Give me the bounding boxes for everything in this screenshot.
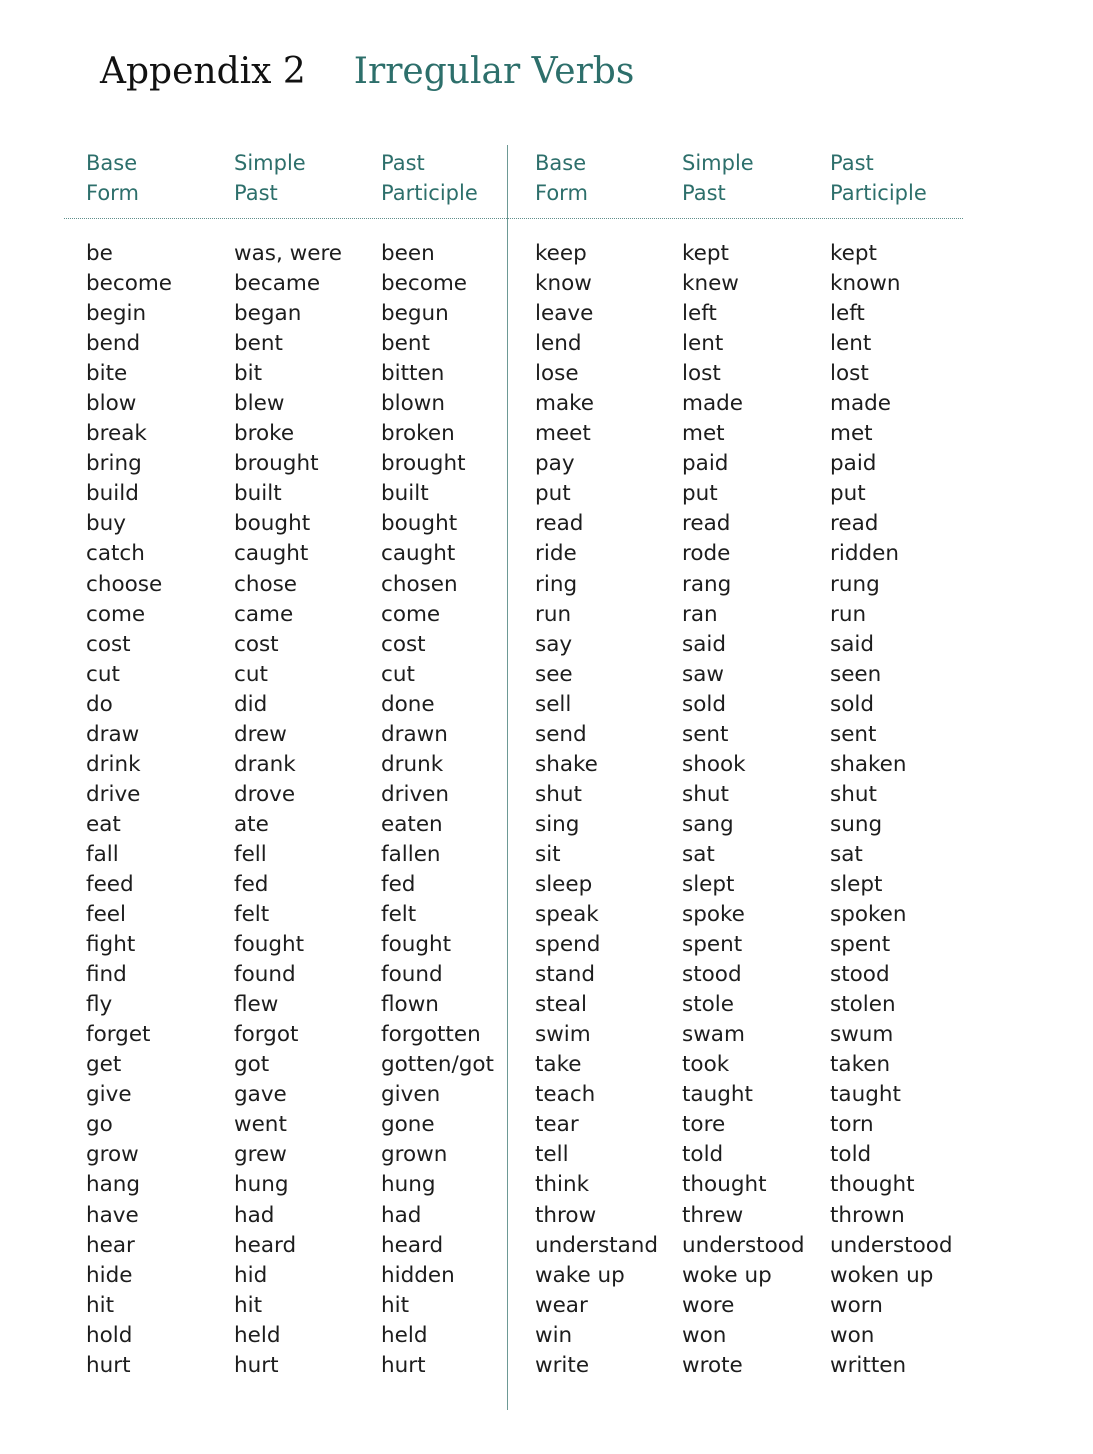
verb-form: came bbox=[234, 601, 294, 627]
verb-form: heard bbox=[234, 1232, 297, 1258]
verb-form: lost bbox=[682, 361, 721, 387]
verb-form: rung bbox=[830, 571, 880, 597]
table-center-divider bbox=[507, 145, 508, 1410]
verb-form: tell bbox=[535, 1142, 569, 1168]
verb-form: held bbox=[381, 1322, 428, 1348]
verb-form: got bbox=[234, 1052, 270, 1078]
verb-form: found bbox=[381, 962, 443, 988]
verb-form: rode bbox=[682, 541, 731, 567]
verb-form: drink bbox=[86, 751, 141, 777]
verb-form: get bbox=[86, 1052, 122, 1078]
verb-form: hurt bbox=[86, 1352, 131, 1378]
verb-form: eaten bbox=[381, 811, 443, 837]
verb-form: threw bbox=[682, 1202, 744, 1228]
verb-form: gave bbox=[234, 1082, 287, 1108]
verb-form: send bbox=[535, 721, 587, 747]
verb-form: driven bbox=[381, 781, 450, 807]
verb-form: understood bbox=[830, 1232, 953, 1258]
verb-form: run bbox=[535, 601, 572, 627]
verb-form: hang bbox=[86, 1172, 141, 1198]
verb-form: hit bbox=[234, 1292, 263, 1318]
verb-form: shaken bbox=[830, 751, 907, 777]
verb-form: hung bbox=[381, 1172, 436, 1198]
verb-form: broken bbox=[381, 421, 455, 447]
verb-form: lose bbox=[535, 361, 579, 387]
header-past-participle-right bbox=[830, 148, 970, 208]
verb-form: kept bbox=[830, 241, 877, 266]
verb-form: written bbox=[830, 1352, 907, 1378]
verb-form: drawn bbox=[381, 721, 448, 747]
appendix-topic: Irregular Verbs bbox=[353, 51, 635, 92]
verb-form: break bbox=[86, 421, 147, 447]
verb-form: keep bbox=[535, 241, 587, 266]
verb-form: drank bbox=[234, 751, 296, 777]
verb-form: paid bbox=[830, 451, 877, 477]
verb-form: took bbox=[682, 1052, 730, 1078]
verb-form: become bbox=[86, 271, 173, 297]
verb-form: stood bbox=[830, 962, 890, 988]
verb-form: tear bbox=[535, 1112, 579, 1138]
verb-form: made bbox=[830, 391, 891, 417]
right-simple-past-column bbox=[682, 239, 805, 1381]
verb-form: chose bbox=[234, 571, 298, 597]
verb-form: ride bbox=[535, 541, 577, 567]
verb-form: draw bbox=[86, 721, 140, 747]
verb-form: fell bbox=[234, 841, 267, 867]
verb-form: begin bbox=[86, 301, 147, 327]
verb-form: began bbox=[234, 301, 302, 327]
verb-form: said bbox=[682, 631, 726, 657]
verb-form: do bbox=[86, 691, 113, 717]
header-past-participle-left bbox=[381, 148, 521, 208]
verb-form: torn bbox=[830, 1112, 874, 1138]
verb-form: shut bbox=[682, 781, 729, 807]
verb-form: went bbox=[234, 1112, 287, 1138]
verb-form: left bbox=[682, 301, 717, 327]
verb-form: tore bbox=[682, 1112, 726, 1138]
verb-form: blow bbox=[86, 391, 137, 417]
verb-form: fed bbox=[381, 871, 416, 897]
verb-form: woken up bbox=[830, 1262, 934, 1288]
verb-form: be bbox=[86, 241, 113, 266]
header-line: Base bbox=[535, 151, 587, 175]
verb-form: read bbox=[535, 511, 584, 537]
verb-form: made bbox=[682, 391, 743, 417]
page-title bbox=[100, 46, 634, 98]
verb-form: bought bbox=[234, 511, 311, 537]
verb-form: begun bbox=[381, 301, 449, 327]
verb-form: spent bbox=[830, 932, 891, 958]
verb-form: worn bbox=[830, 1292, 883, 1318]
verb-form: kept bbox=[682, 241, 729, 266]
verb-form: gone bbox=[381, 1112, 435, 1138]
right-past-participle-column bbox=[830, 239, 953, 1381]
verb-form: cost bbox=[381, 631, 426, 657]
verb-form: stood bbox=[682, 962, 742, 988]
header-simple-past-left bbox=[234, 148, 374, 208]
verb-form: become bbox=[381, 271, 468, 297]
verb-form: catch bbox=[86, 541, 145, 567]
header-line: Simple bbox=[234, 151, 306, 175]
verb-form: lost bbox=[830, 361, 869, 387]
verb-form: bent bbox=[381, 331, 430, 357]
verb-form: see bbox=[535, 661, 573, 687]
verb-form: fed bbox=[234, 871, 269, 897]
verb-form: given bbox=[381, 1082, 441, 1108]
verb-form: hurt bbox=[381, 1352, 426, 1378]
verb-form: have bbox=[86, 1202, 139, 1228]
verb-form: put bbox=[535, 481, 571, 507]
verb-form: taught bbox=[830, 1082, 901, 1108]
verb-form: hear bbox=[86, 1232, 135, 1258]
verb-form: won bbox=[830, 1322, 875, 1348]
verb-form: sat bbox=[682, 841, 715, 867]
verb-form: fallen bbox=[381, 841, 441, 867]
verb-form: cut bbox=[86, 661, 120, 687]
verb-form: spoke bbox=[682, 902, 745, 928]
verb-form: held bbox=[234, 1322, 281, 1348]
verb-form: steal bbox=[535, 992, 588, 1018]
verb-form: brought bbox=[234, 451, 319, 477]
verb-form: hit bbox=[381, 1292, 410, 1318]
verb-form: sing bbox=[535, 811, 580, 837]
verb-form: swum bbox=[830, 1022, 894, 1048]
verb-form: thrown bbox=[830, 1202, 905, 1228]
verb-form: think bbox=[535, 1172, 590, 1198]
verb-form: flown bbox=[381, 992, 439, 1018]
verb-form: hide bbox=[86, 1262, 133, 1288]
verb-form: thought bbox=[682, 1172, 767, 1198]
verb-form: sent bbox=[830, 721, 877, 747]
verb-form: ran bbox=[682, 601, 718, 627]
verb-form: sit bbox=[535, 841, 561, 867]
verb-form: wore bbox=[682, 1292, 735, 1318]
verb-form: speak bbox=[535, 902, 599, 928]
header-base-form-right bbox=[535, 148, 675, 208]
verb-form: slept bbox=[830, 871, 883, 897]
verb-form: give bbox=[86, 1082, 132, 1108]
verb-form: choose bbox=[86, 571, 163, 597]
verb-form: built bbox=[234, 481, 282, 507]
verb-form: rang bbox=[682, 571, 732, 597]
verb-form: ring bbox=[535, 571, 578, 597]
verb-form: met bbox=[682, 421, 725, 447]
verb-form: put bbox=[682, 481, 718, 507]
verb-form: sold bbox=[830, 691, 874, 717]
verb-form: shake bbox=[535, 751, 598, 777]
verb-form: spend bbox=[535, 932, 601, 958]
verb-form: drive bbox=[86, 781, 141, 807]
verb-form: throw bbox=[535, 1202, 597, 1228]
verb-form: cost bbox=[86, 631, 131, 657]
verb-form: thought bbox=[830, 1172, 915, 1198]
verb-form: feed bbox=[86, 871, 134, 897]
verb-form: known bbox=[830, 271, 901, 297]
verb-form: shook bbox=[682, 751, 746, 777]
verb-form: told bbox=[830, 1142, 872, 1168]
verb-form: take bbox=[535, 1052, 582, 1078]
verb-form: was, were bbox=[234, 241, 343, 266]
verb-form: shut bbox=[830, 781, 877, 807]
header-line: Base bbox=[86, 151, 138, 175]
verb-form: bent bbox=[234, 331, 283, 357]
verb-form: ridden bbox=[830, 541, 899, 567]
verb-form: caught bbox=[381, 541, 456, 567]
verb-form: win bbox=[535, 1322, 573, 1348]
verb-form: stand bbox=[535, 962, 596, 988]
verb-form: sent bbox=[682, 721, 729, 747]
verb-form: fly bbox=[86, 992, 113, 1018]
verb-form: found bbox=[234, 962, 296, 988]
verb-form: cut bbox=[381, 661, 415, 687]
verb-form: blew bbox=[234, 391, 285, 417]
verb-form: hidden bbox=[381, 1262, 455, 1288]
verb-form: swim bbox=[535, 1022, 591, 1048]
verb-form: heard bbox=[381, 1232, 444, 1258]
verb-form: eat bbox=[86, 811, 121, 837]
appendix-label: Appendix 2 bbox=[100, 51, 306, 92]
verb-form: wrote bbox=[682, 1352, 743, 1378]
verb-form: fought bbox=[381, 932, 452, 958]
verb-form: chosen bbox=[381, 571, 458, 597]
verb-form: understood bbox=[682, 1232, 805, 1258]
verb-form: fall bbox=[86, 841, 119, 867]
verb-form: gotten/got bbox=[381, 1052, 494, 1078]
verb-form: stole bbox=[682, 992, 734, 1018]
header-line: Past bbox=[682, 181, 726, 205]
verb-form: became bbox=[234, 271, 321, 297]
verb-form: woke up bbox=[682, 1262, 772, 1288]
verb-form: wake up bbox=[535, 1262, 625, 1288]
verb-form: hung bbox=[234, 1172, 289, 1198]
verb-form: read bbox=[830, 511, 879, 537]
verb-form: fight bbox=[86, 932, 136, 958]
verb-form: shut bbox=[535, 781, 582, 807]
left-base-form-column bbox=[86, 239, 172, 1381]
verb-form: flew bbox=[234, 992, 279, 1018]
verb-form: bit bbox=[234, 361, 263, 387]
verb-form: hid bbox=[234, 1262, 268, 1288]
verb-form: slept bbox=[682, 871, 735, 897]
header-line: Past bbox=[381, 151, 425, 175]
verb-form: grow bbox=[86, 1142, 139, 1168]
header-base-form-left bbox=[86, 148, 226, 208]
right-base-form-column bbox=[535, 239, 658, 1381]
verb-form: sleep bbox=[535, 871, 593, 897]
verb-form: sold bbox=[682, 691, 726, 717]
verb-form: say bbox=[535, 631, 573, 657]
verb-form: grew bbox=[234, 1142, 287, 1168]
verb-form: bring bbox=[86, 451, 142, 477]
verb-form: ate bbox=[234, 811, 269, 837]
verb-form: leave bbox=[535, 301, 594, 327]
verb-form: hit bbox=[86, 1292, 115, 1318]
verb-form: met bbox=[830, 421, 873, 447]
verb-form: read bbox=[682, 511, 731, 537]
verb-form: swam bbox=[682, 1022, 745, 1048]
verb-form: put bbox=[830, 481, 866, 507]
verb-form: felt bbox=[381, 902, 417, 928]
verb-form: forgotten bbox=[381, 1022, 481, 1048]
verb-form: drew bbox=[234, 721, 287, 747]
verb-form: bitten bbox=[381, 361, 445, 387]
verb-form: hold bbox=[86, 1322, 133, 1348]
header-line: Past bbox=[234, 181, 278, 205]
header-line: Participle bbox=[381, 181, 478, 205]
header-line: Form bbox=[86, 181, 139, 205]
left-simple-past-column bbox=[234, 239, 342, 1381]
verb-form: sang bbox=[682, 811, 734, 837]
verb-form: bite bbox=[86, 361, 128, 387]
verb-form: lent bbox=[830, 331, 872, 357]
verb-form: stolen bbox=[830, 992, 896, 1018]
verb-form: taken bbox=[830, 1052, 891, 1078]
verb-form: cut bbox=[234, 661, 268, 687]
verb-form: did bbox=[234, 691, 268, 717]
left-past-participle-column bbox=[381, 239, 494, 1381]
verb-form: sung bbox=[830, 811, 883, 837]
verb-form: run bbox=[830, 601, 867, 627]
verb-form: left bbox=[830, 301, 865, 327]
verb-form: forgot bbox=[234, 1022, 299, 1048]
verb-form: lent bbox=[682, 331, 724, 357]
verb-form: bend bbox=[86, 331, 141, 357]
verb-form: understand bbox=[535, 1232, 659, 1258]
verb-form: teach bbox=[535, 1082, 596, 1108]
verb-form: knew bbox=[682, 271, 739, 297]
verb-form: blown bbox=[381, 391, 445, 417]
verb-form: said bbox=[830, 631, 874, 657]
verb-form: cost bbox=[234, 631, 279, 657]
verb-form: hurt bbox=[234, 1352, 279, 1378]
verb-form: know bbox=[535, 271, 592, 297]
header-line: Participle bbox=[830, 181, 927, 205]
verb-form: broke bbox=[234, 421, 295, 447]
verb-form: built bbox=[381, 481, 429, 507]
verb-form: brought bbox=[381, 451, 466, 477]
verb-form: felt bbox=[234, 902, 270, 928]
verb-form: feel bbox=[86, 902, 126, 928]
verb-form: seen bbox=[830, 661, 882, 687]
verb-form: grown bbox=[381, 1142, 448, 1168]
verb-form: meet bbox=[535, 421, 591, 447]
verb-form: come bbox=[381, 601, 441, 627]
verb-form: taught bbox=[682, 1082, 753, 1108]
verb-form: build bbox=[86, 481, 139, 507]
verb-form: sell bbox=[535, 691, 572, 717]
header-divider bbox=[64, 218, 963, 219]
verb-form: done bbox=[381, 691, 435, 717]
verb-form: pay bbox=[535, 451, 575, 477]
verb-form: caught bbox=[234, 541, 309, 567]
verb-form: paid bbox=[682, 451, 729, 477]
verb-form: go bbox=[86, 1112, 113, 1138]
verb-form: won bbox=[682, 1322, 727, 1348]
header-line: Form bbox=[535, 181, 588, 205]
verb-form: come bbox=[86, 601, 146, 627]
verb-form: spoken bbox=[830, 902, 907, 928]
verb-form: drunk bbox=[381, 751, 444, 777]
verb-form: make bbox=[535, 391, 595, 417]
verb-form: been bbox=[381, 241, 435, 266]
verb-form: forget bbox=[86, 1022, 151, 1048]
verb-form: fought bbox=[234, 932, 305, 958]
verb-form: find bbox=[86, 962, 127, 988]
verb-form: spent bbox=[682, 932, 743, 958]
verb-form: had bbox=[381, 1202, 422, 1228]
header-line: Simple bbox=[682, 151, 754, 175]
verb-form: told bbox=[682, 1142, 724, 1168]
verb-form: buy bbox=[86, 511, 126, 537]
header-line: Past bbox=[830, 151, 874, 175]
verb-form: sat bbox=[830, 841, 863, 867]
verb-form: had bbox=[234, 1202, 275, 1228]
verb-form: bought bbox=[381, 511, 458, 537]
verb-form: lend bbox=[535, 331, 582, 357]
header-simple-past-right bbox=[682, 148, 822, 208]
verb-form: wear bbox=[535, 1292, 588, 1318]
verb-form: drove bbox=[234, 781, 296, 807]
verb-form: write bbox=[535, 1352, 590, 1378]
verb-form: saw bbox=[682, 661, 724, 687]
